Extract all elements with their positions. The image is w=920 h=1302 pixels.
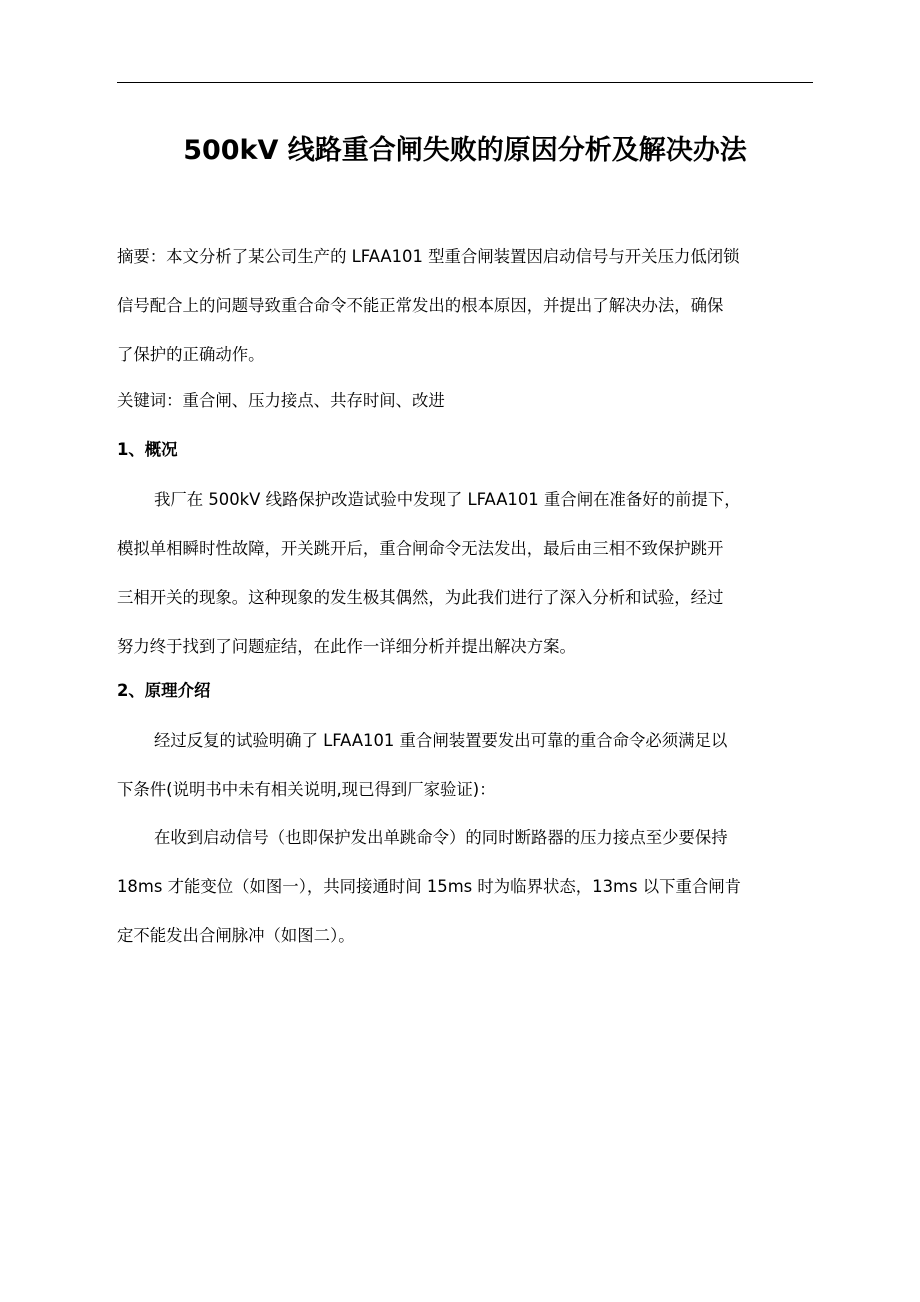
abstract-line: 摘要：本文分析了某公司生产的 LFAA101 型重合闸装置因启动信号与开关压力低闭锁 [117, 247, 740, 266]
paragraph-line: 模拟单相瞬时性故障，开关跳开后，重合闸命令无法发出，最后由三相不致保护跳开 [117, 539, 724, 558]
paragraph-line: 定不能发出合闸脉冲（如图二）。 [117, 926, 355, 945]
paragraph-line: 18ms 才能变位（如图一），共同接通时间 15ms 时为临界状态，13ms 以下重合闸肯 [117, 877, 742, 896]
paragraph-line: 经过反复的试验明确了 LFAA101 重合闸装置要发出可靠的重合命令必须满足以 [154, 731, 728, 750]
keywords: 关键词：重合闸、压力接点、共存时间、改进 [117, 391, 445, 410]
abstract-line: 了保护的正确动作。 [117, 345, 265, 364]
paragraph-line: 在收到启动信号（也即保护发出单跳命令）的同时断路器的压力接点至少要保持 [154, 828, 728, 847]
abstract-line: 信号配合上的问题导致重合命令不能正常发出的根本原因，并提出了解决办法，确保 [117, 296, 724, 315]
section-heading-principle: 2、原理介绍 [117, 681, 211, 700]
principle-paragraph-1 [117, 716, 817, 814]
paragraph-line: 下条件(说明书中未有相关说明,现已得到厂家验证)： [117, 780, 496, 799]
paragraph-line: 努力终于找到了问题症结，在此作一详细分析并提出解决方案。 [117, 637, 576, 656]
section-heading-overview: 1、概况 [117, 440, 178, 459]
overview-paragraph [117, 475, 817, 671]
paragraph-line: 我厂在 500kV 线路保护改造试验中发现了 LFAA101 重合闸在准备好的前提下， [154, 490, 741, 509]
paragraph-line: 三相开关的现象。这种现象的发生极其偶然，为此我们进行了深入分析和试验，经过 [117, 588, 724, 607]
abstract [117, 232, 817, 379]
header-rule [117, 82, 813, 83]
document-title: 500kV 线路重合闸失败的原因分析及解决办法 [183, 135, 747, 166]
principle-paragraph-2 [117, 813, 817, 960]
